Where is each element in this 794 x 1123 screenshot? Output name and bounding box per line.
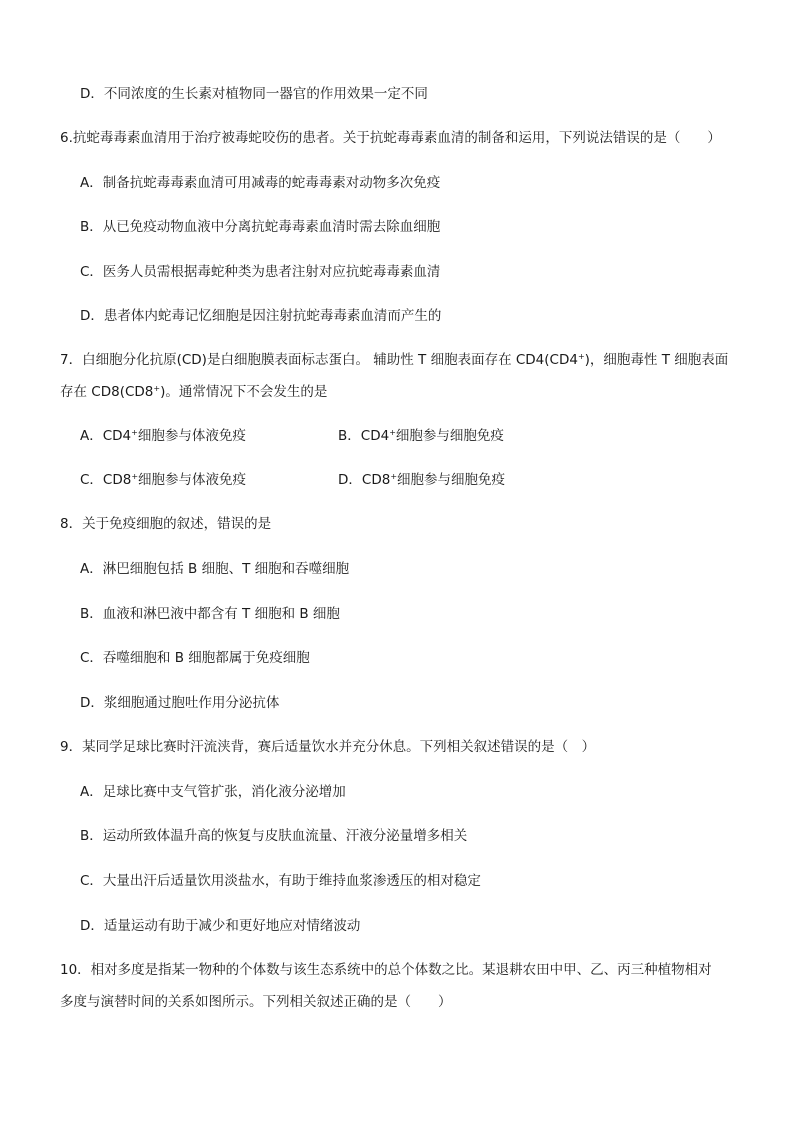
q8-option-a: A．淋巴细胞包括 B 细胞、T 细胞和吞噬细胞 — [80, 561, 350, 577]
q7-text-4: )。通常情况下不会发生的是 — [160, 384, 328, 400]
q10-stem-line1: 10．相对多度是指某一物种的个体数与该生态系统中的总个体数之比。某退耕农田中甲、乙、丙三种植物相对 — [60, 962, 712, 978]
q8-option-c: C．吞噬细胞和 B 细胞都属于免疫细胞 — [80, 650, 310, 666]
q7-stem-line2 — [60, 382, 327, 402]
q7-option-b — [338, 426, 504, 446]
superscript-plus: + — [577, 352, 585, 361]
q6-option-d: D．患者体内蛇毒记忆细胞是因注射抗蛇毒毒素血清而产生的 — [80, 308, 442, 324]
q7-text-2: )，细胞毒性 T 细胞表面 — [584, 352, 729, 368]
q7-option-a-text-1: A．CD4 — [80, 428, 132, 444]
q9-option-b: B．运动所致体温升高的恢复与皮肤血流量、汗液分泌量增多相关 — [80, 828, 468, 844]
q9-option-d: D．适量运动有助于减少和更好地应对情绪波动 — [80, 918, 361, 934]
q7-option-c-text-2: 细胞参与体液免疫 — [138, 472, 247, 488]
q6-option-a: A．制备抗蛇毒毒素血清可用减毒的蛇毒毒素对动物多次免疫 — [80, 175, 441, 191]
superscript-plus: + — [390, 472, 398, 481]
q6-stem: 6.抗蛇毒毒素血清用于治疗被毒蛇咬伤的患者。关于抗蛇毒毒素血清的制备和运用，下列说法错误的是（ ） — [60, 130, 721, 146]
q7-option-b-text-1: B．CD4 — [338, 428, 390, 444]
q10-stem-line2: 多度与演替时间的关系如图所示。下列相关叙述正确的是（ ） — [60, 994, 452, 1010]
q7-option-c-text-1: C．CD8 — [80, 472, 132, 488]
q7-option-c — [80, 470, 246, 490]
q6-option-b: B．从已免疫动物血液中分离抗蛇毒毒素血清时需去除血细胞 — [80, 219, 441, 235]
q7-option-d — [338, 470, 505, 490]
superscript-plus: + — [131, 472, 139, 481]
q7-text-1: 7．白细胞分化抗原(CD)是白细胞膜表面标志蛋白。 辅助性 T 细胞表面存在 CD4(CD4 — [60, 352, 578, 368]
superscript-plus: + — [153, 384, 161, 393]
q7-option-a — [80, 426, 246, 446]
q7-option-a-text-2: 细胞参与体液免疫 — [137, 428, 246, 444]
q8-stem: 8．关于免疫细胞的叙述，错误的是 — [60, 516, 272, 532]
superscript-plus: + — [131, 428, 138, 437]
q6-option-c: C．医务人员需根据毒蛇种类为患者注射对应抗蛇毒毒素血清 — [80, 264, 441, 280]
q7-option-b-text-2: 细胞参与细胞免疫 — [395, 428, 504, 444]
q7-option-d-text-1: D．CD8 — [338, 472, 391, 488]
q8-option-d: D．浆细胞通过胞吐作用分泌抗体 — [80, 695, 280, 711]
superscript-plus: + — [389, 428, 396, 437]
q7-option-d-text-2: 细胞参与细胞免疫 — [397, 472, 506, 488]
q9-option-a: A．足球比赛中支气管扩张，消化液分泌增加 — [80, 784, 346, 800]
q7-text-3: 存在 CD8(CD8 — [60, 384, 154, 400]
q7-stem-line1 — [60, 350, 728, 370]
q9-option-c: C．大量出汗后适量饮用淡盐水，有助于维持血浆渗透压的相对稳定 — [80, 873, 481, 889]
q5-option-d: D．不同浓度的生长素对植物同一器官的作用效果一定不同 — [80, 86, 428, 102]
q9-stem: 9．某同学足球比赛时汗流浃背，赛后适量饮水并充分休息。下列相关叙述错误的是（ ） — [60, 739, 596, 755]
q8-option-b: B．血液和淋巴液中都含有 T 细胞和 B 细胞 — [80, 606, 340, 622]
